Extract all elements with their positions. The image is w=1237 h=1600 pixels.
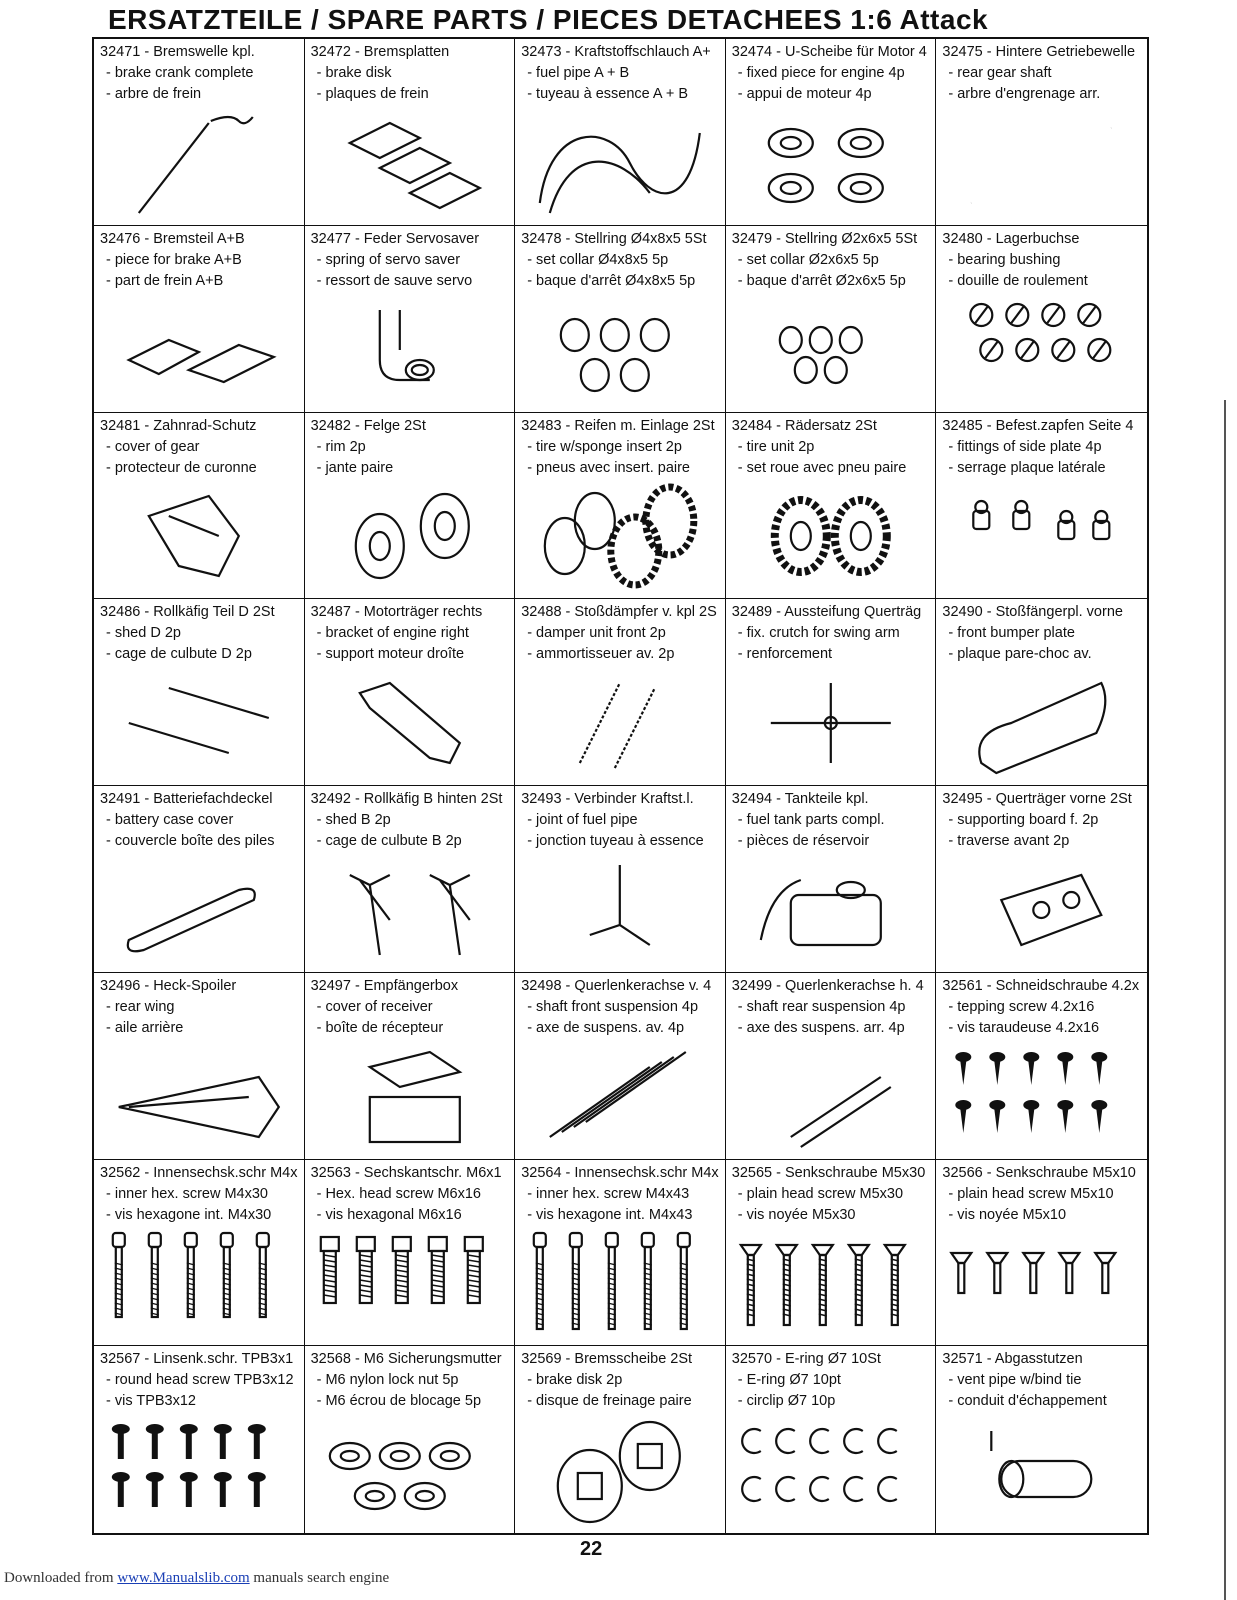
- part-number-name: 32471 - Bremswelle kpl.: [100, 44, 255, 60]
- page-edge-line: [1224, 400, 1226, 1600]
- part-description: - appui de moteur 4p: [737, 86, 872, 102]
- part-number-name: 32481 - Zahnrad-Schutz: [100, 417, 257, 434]
- part-description: - M6 écrou de blocage 5p: [316, 1393, 482, 1410]
- part-description: - vis taraudeuse 4.2x16: [948, 1019, 1100, 1036]
- part-description: - set collar Ø2x6x5 5p: [737, 251, 879, 268]
- part-cell: [515, 413, 726, 600]
- part-cell: [94, 413, 305, 600]
- part-description: - axe de suspens. av. 4p: [527, 1019, 685, 1036]
- fuel-hose-icon: [519, 103, 721, 221]
- tapping-screws-icon: [940, 1037, 1143, 1155]
- part-cell: [515, 226, 726, 413]
- part-description: - shaft rear suspension 4p: [737, 998, 906, 1015]
- part-number-name: 32565 - Senkschraube M5x30: [731, 1164, 926, 1181]
- part-number-name: 32564 - Innensechsk.schr M4x: [521, 1164, 719, 1181]
- collars-icon: [519, 290, 721, 408]
- part-description: - fuel pipe A + B: [527, 65, 630, 81]
- part-description: - arbre d'engrenage arr.: [948, 86, 1101, 102]
- collars-small-icon: [730, 290, 932, 408]
- part-description: - brake disk 2p: [527, 1372, 623, 1389]
- part-number-name: 32482 - Felge 2St: [310, 417, 426, 434]
- part-number-name: 32571 - Abgasstutzen: [942, 1351, 1083, 1368]
- part-description: - bracket of engine right: [316, 625, 469, 642]
- part-description: - E-ring Ø7 10pt: [737, 1372, 841, 1389]
- part-cell: [726, 1160, 937, 1347]
- part-cell: [515, 599, 726, 786]
- part-description: - ressort de sauve servo: [316, 272, 473, 289]
- part-description: - traverse avant 2p: [948, 833, 1070, 849]
- part-cell: [726, 39, 937, 226]
- part-description: - rim 2p: [316, 438, 366, 455]
- part-description: - inner hex. screw M4x43: [527, 1185, 690, 1202]
- part-description: - spring of servo saver: [316, 251, 461, 268]
- part-description: - set roue avec pneu paire: [737, 459, 907, 476]
- part-cell: [726, 226, 937, 413]
- part-number-name: 32568 - M6 Sicherungsmutter: [310, 1351, 502, 1368]
- brake-plates-icon: [309, 103, 511, 221]
- part-description: - vis noyée M5x30: [737, 1206, 856, 1223]
- part-description: - plain head screw M5x30: [737, 1185, 904, 1202]
- part-cell: [726, 973, 937, 1160]
- part-description: - axe des suspens. arr. 4p: [737, 1019, 905, 1036]
- part-description: - front bumper plate: [948, 625, 1075, 642]
- part-cell: [305, 786, 516, 973]
- part-cell: [305, 226, 516, 413]
- part-description: - douille de roulement: [948, 272, 1088, 289]
- part-number-name: 32569 - Bremsscheibe 2St: [521, 1351, 693, 1368]
- part-cell: [936, 786, 1147, 973]
- part-cell: [936, 1346, 1147, 1533]
- part-number-name: 32566 - Senkschraube M5x10: [942, 1164, 1136, 1181]
- part-cell: [305, 413, 516, 600]
- part-cell: [94, 39, 305, 226]
- part-description: - rear wing: [106, 998, 175, 1015]
- vent-pipe-icon: [940, 1411, 1143, 1529]
- part-cell: [936, 1160, 1147, 1347]
- part-description: - cage de culbute D 2p: [106, 646, 252, 663]
- part-description: - cage de culbute B 2p: [316, 833, 462, 849]
- part-description: - vis hexagonal M6x16: [316, 1206, 462, 1223]
- part-cell: [726, 1346, 937, 1533]
- engine-bracket-icon: [309, 663, 511, 781]
- part-description: - joint of fuel pipe: [527, 812, 638, 828]
- page-title: ERSATZTEILE / SPARE PARTS / PIECES DETACHEES 1:6 Attack: [108, 4, 989, 35]
- download-footer: [4, 1570, 389, 1587]
- part-description: - brake crank complete: [106, 65, 254, 81]
- part-number-name: 32474 - U-Scheibe für Motor 4: [731, 44, 927, 60]
- part-description: - vent pipe w/bind tie: [948, 1372, 1082, 1389]
- brake-pads-icon: [98, 290, 300, 408]
- part-cell: [94, 599, 305, 786]
- part-cell: [936, 226, 1147, 413]
- part-cell: [515, 1346, 726, 1533]
- part-number-name: 32495 - Querträger vorne 2St: [942, 791, 1132, 807]
- part-cell: [936, 413, 1147, 600]
- part-description: - cover of gear: [106, 438, 200, 455]
- long-hex-screws-icon: [519, 1223, 721, 1341]
- part-cell: [936, 39, 1147, 226]
- part-number-name: 32497 - Empfängerbox: [310, 977, 459, 994]
- part-description: - disque de freinage paire: [527, 1393, 692, 1410]
- part-description: - plaques de frein: [316, 86, 429, 102]
- fuel-tank-icon: [730, 850, 932, 968]
- countersunk-screws-icon: [730, 1223, 932, 1341]
- part-number-name: 32483 - Reifen m. Einlage 2St: [521, 417, 715, 434]
- part-number-name: 32492 - Rollkäfig B hinten 2St: [310, 791, 503, 807]
- gear-shaft-icon: [940, 103, 1143, 221]
- rims-icon: [309, 476, 511, 594]
- crutch-icon: [730, 663, 932, 781]
- part-cell: [305, 39, 516, 226]
- part-cell: [94, 786, 305, 973]
- part-cell: [305, 1346, 516, 1533]
- part-description: - renforcement: [737, 646, 833, 663]
- part-description: - part de frein A+B: [106, 272, 224, 289]
- shock-absorber-icon: [519, 663, 721, 781]
- part-description: - conduit d'échappement: [948, 1393, 1107, 1410]
- part-cell: [305, 599, 516, 786]
- receiver-box-icon: [309, 1037, 511, 1155]
- hex-head-screws-icon: [309, 1223, 511, 1341]
- part-description: - fix. crutch for swing arm: [737, 625, 900, 642]
- part-cell: [515, 1160, 726, 1347]
- part-description: - boîte de récepteur: [316, 1019, 444, 1036]
- part-description: - plain head screw M5x10: [948, 1185, 1114, 1202]
- fittings-icon: [940, 476, 1143, 594]
- part-description: - aile arrière: [106, 1019, 184, 1036]
- round-head-screws-icon: [98, 1411, 300, 1529]
- battery-cover-icon: [98, 850, 300, 968]
- part-cell: [305, 973, 516, 1160]
- gear-cover-icon: [98, 476, 300, 594]
- part-description: - fixed piece for engine 4p: [737, 65, 905, 81]
- part-cell: [94, 1160, 305, 1347]
- hex-screws-icon: [98, 1223, 300, 1341]
- part-number-name: 32478 - Stellring Ø4x8x5 5St: [521, 230, 707, 247]
- rear-wing-icon: [98, 1037, 300, 1155]
- short-countersunk-screws-icon: [940, 1223, 1143, 1341]
- part-number-name: 32475 - Hintere Getriebewelle: [942, 44, 1136, 60]
- part-number-name: 32490 - Stoßfängerpl. vorne: [942, 604, 1123, 621]
- rollcage-b-icon: [309, 850, 511, 968]
- bushings-icon: [940, 290, 1143, 408]
- part-description: - shed B 2p: [316, 812, 391, 828]
- part-description: - circlip Ø7 10p: [737, 1393, 836, 1410]
- part-number-name: 32570 - E-ring Ø7 10St: [731, 1351, 881, 1368]
- part-description: - M6 nylon lock nut 5p: [316, 1372, 459, 1389]
- part-number-name: 32563 - Sechskantschr. M6x1: [310, 1164, 502, 1181]
- part-description: - battery case cover: [106, 812, 234, 828]
- part-description: - baque d'arrêt Ø2x6x5 5p: [737, 272, 906, 289]
- part-cell: [94, 1346, 305, 1533]
- part-number-name: 32489 - Aussteifung Querträg: [731, 604, 922, 621]
- part-number-name: 32480 - Lagerbuchse: [942, 230, 1080, 247]
- part-number-name: 32499 - Querlenkerachse h. 4: [731, 977, 924, 994]
- part-cell: [515, 973, 726, 1160]
- part-number-name: 32486 - Rollkäfig Teil D 2St: [100, 604, 275, 621]
- part-description: - jonction tuyeau à essence: [527, 833, 704, 849]
- part-number-name: 32488 - Stoßdämpfer v. kpl 2S: [521, 604, 717, 621]
- part-cell: [936, 973, 1147, 1160]
- part-number-name: 32472 - Bremsplatten: [310, 44, 450, 60]
- part-number-name: 32562 - Innensechsk.schr M4x: [100, 1164, 298, 1181]
- part-description: - tire unit 2p: [737, 438, 815, 455]
- part-description: - inner hex. screw M4x30: [106, 1185, 268, 1202]
- e-rings-icon: [730, 1411, 932, 1529]
- part-cell: [726, 599, 937, 786]
- part-description: - damper unit front 2p: [527, 625, 666, 642]
- part-cell: [305, 1160, 516, 1347]
- part-number-name: 32494 - Tankteile kpl.: [731, 791, 869, 807]
- suspension-shafts-rear-icon: [730, 1037, 932, 1155]
- part-description: - pneus avec insert. paire: [527, 459, 690, 476]
- part-description: - pièces de réservoir: [737, 833, 870, 849]
- part-description: - supporting board f. 2p: [948, 812, 1099, 828]
- fuel-joint-icon: [519, 850, 721, 968]
- part-description: - serrage plaque latérale: [948, 459, 1106, 476]
- part-description: - baque d'arrêt Ø4x8x5 5p: [527, 272, 696, 289]
- washers-icon: [730, 103, 932, 221]
- footer-prefix: Downloaded from: [4, 1570, 118, 1586]
- part-description: - tepping screw 4.2x16: [948, 998, 1095, 1015]
- part-number-name: 32479 - Stellring Ø2x6x5 5St: [731, 230, 918, 247]
- part-description: - shaft front suspension 4p: [527, 998, 699, 1015]
- part-description: - brake disk: [316, 65, 392, 81]
- page-number: 22: [580, 1538, 603, 1560]
- part-description: - piece for brake A+B: [106, 251, 242, 268]
- part-description: - bearing bushing: [948, 251, 1061, 268]
- part-number-name: 32487 - Motorträger rechts: [310, 604, 483, 621]
- part-description: - Hex. head screw M6x16: [316, 1185, 481, 1202]
- part-description: - ammortisseuer av. 2p: [527, 646, 675, 663]
- part-description: - vis hexagone int. M4x43: [527, 1206, 693, 1223]
- manualslib-link[interactable]: www.Manualslib.com: [117, 1570, 250, 1586]
- part-description: - vis hexagone int. M4x30: [106, 1206, 272, 1223]
- part-number-name: 32491 - Batteriefachdeckel: [100, 791, 273, 807]
- support-board-icon: [940, 850, 1143, 968]
- part-number-name: 32484 - Rädersatz 2St: [731, 417, 877, 434]
- part-cell: [94, 226, 305, 413]
- part-description: - tire w/sponge insert 2p: [527, 438, 682, 455]
- part-description: - set collar Ø4x8x5 5p: [527, 251, 669, 268]
- part-description: - plaque pare-choc av.: [948, 646, 1092, 663]
- part-number-name: 32476 - Bremsteil A+B: [100, 230, 245, 247]
- part-number-name: 32473 - Kraftstoffschlauch A+: [521, 44, 711, 60]
- part-number-name: 32493 - Verbinder Kraftst.l.: [521, 791, 694, 807]
- part-description: - arbre de frein: [106, 86, 202, 102]
- part-description: - cover of receiver: [316, 998, 433, 1015]
- part-cell: [515, 786, 726, 973]
- tires-icon: [519, 476, 721, 594]
- part-description: - tuyeau à essence A + B: [527, 86, 689, 102]
- spring-icon: [309, 290, 511, 408]
- part-number-name: 32561 - Schneidschraube 4.2x: [942, 977, 1140, 994]
- part-description: - jante paire: [316, 459, 394, 476]
- part-description: - shed D 2p: [106, 625, 181, 642]
- part-cell: [936, 599, 1147, 786]
- part-number-name: 32498 - Querlenkerachse v. 4: [521, 977, 712, 994]
- part-description: - protecteur de curonne: [106, 459, 257, 476]
- part-description: - couvercle boîte des piles: [106, 833, 275, 849]
- part-number-name: 32496 - Heck-Spoiler: [100, 977, 237, 994]
- part-number-name: 32567 - Linsenk.schr. TPB3x1: [100, 1351, 294, 1368]
- wheels-icon: [730, 476, 932, 594]
- brake-disks-icon: [519, 1411, 721, 1529]
- part-description: - round head screw TPB3x12: [106, 1372, 294, 1389]
- part-cell: [515, 39, 726, 226]
- part-cell: [726, 413, 937, 600]
- suspension-shafts-icon: [519, 1037, 721, 1155]
- bumper-plate-icon: [940, 663, 1143, 781]
- part-description: - rear gear shaft: [948, 65, 1052, 81]
- part-description: - vis TPB3x12: [106, 1393, 196, 1410]
- part-description: - fuel tank parts compl.: [737, 812, 885, 828]
- part-description: - support moteur droîte: [316, 646, 465, 663]
- lock-nuts-icon: [309, 1411, 511, 1529]
- parts-grid: [92, 37, 1149, 1535]
- part-number-name: 32477 - Feder Servosaver: [310, 230, 480, 247]
- part-description: - vis noyée M5x10: [948, 1206, 1067, 1223]
- rollcage-rods-icon: [98, 663, 300, 781]
- part-number-name: 32485 - Befest.zapfen Seite 4: [942, 417, 1134, 434]
- footer-suffix: manuals search engine: [249, 1570, 390, 1586]
- part-description: - fittings of side plate 4p: [948, 438, 1102, 455]
- part-cell: [726, 786, 937, 973]
- shaft-rod-icon: [98, 103, 300, 221]
- part-cell: [94, 973, 305, 1160]
